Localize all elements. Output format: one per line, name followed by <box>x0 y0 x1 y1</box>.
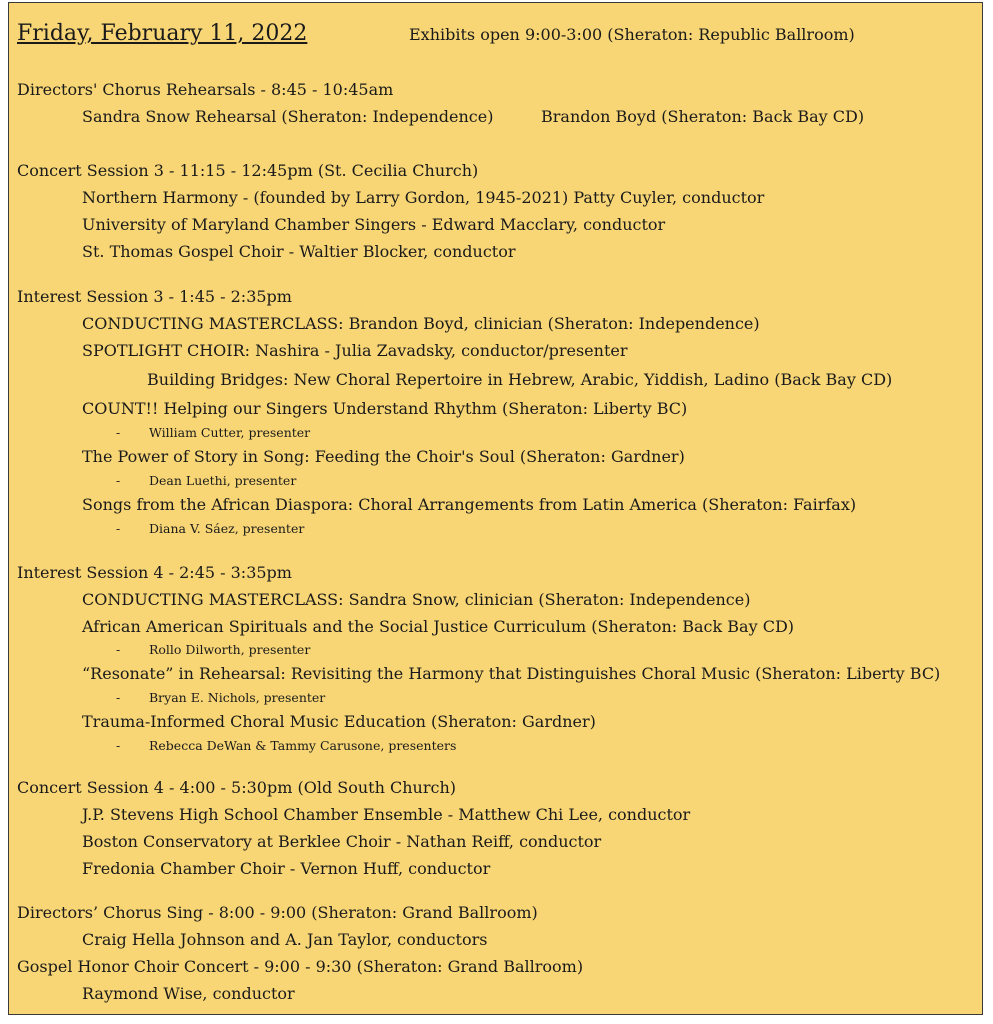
concert3-item: St. Thomas Gospel Choir - Waltier Blocker, conductor <box>82 242 516 261</box>
bullet-dash: - <box>116 738 121 753</box>
interest-session-3-heading: Interest Session 3 - 1:45 - 2:35pm <box>17 287 292 306</box>
concert4-item: Boston Conservatory at Berklee Choir - Nathan Reiff, conductor <box>82 832 602 851</box>
bullet-dash: - <box>116 690 121 705</box>
concert-session-4-heading: Concert Session 4 - 4:00 - 5:30pm (Old South Church) <box>17 778 456 797</box>
interest3-building-bridges: Building Bridges: New Choral Repertoire in Hebrew, Arabic, Yiddish, Ladino (Back Bay CD) <box>147 370 893 389</box>
presenter-name: Diana V. Sáez, presenter <box>149 521 305 536</box>
concert4-item: J.P. Stevens High School Chamber Ensemble - Matthew Chi Lee, conductor <box>82 805 691 824</box>
interest3-spotlight: SPOTLIGHT CHOIR: Nashira - Julia Zavadsky, conductor/presenter <box>82 341 628 360</box>
exhibits-note: Exhibits open 9:00-3:00 (Sheraton: Republic Ballroom) <box>409 25 855 44</box>
presenter-name: Dean Luethi, presenter <box>149 473 297 488</box>
count-presenter <box>116 425 310 441</box>
sing-conductors: Craig Hella Johnson and A. Jan Taylor, conductors <box>82 930 488 949</box>
rehearsal-sandra-snow: Sandra Snow Rehearsal (Sheraton: Independence) <box>82 107 494 126</box>
directors-rehearsals-heading: Directors' Chorus Rehearsals - 8:45 - 10:45am <box>17 80 394 99</box>
concert3-item: Northern Harmony - (founded by Larry Gordon, 1945-2021) Patty Cuyler, conductor <box>82 188 765 207</box>
concert4-item: Fredonia Chamber Choir - Vernon Huff, conductor <box>82 859 491 878</box>
page-title: Friday, February 11, 2022 <box>17 21 308 46</box>
resonate-presenter <box>116 690 325 706</box>
concert-session-3-heading: Concert Session 3 - 11:15 - 12:45pm (St. Cecilia Church) <box>17 161 479 180</box>
interest4-conducting: CONDUCTING MASTERCLASS: Sandra Snow, clinician (Sheraton: Independence) <box>82 590 751 609</box>
bullet-dash: - <box>116 425 121 440</box>
gospel-honor-choir-heading: Gospel Honor Choir Concert - 9:00 - 9:30 (Sheraton: Grand Ballroom) <box>17 957 584 976</box>
bullet-dash: - <box>116 521 121 536</box>
interest-session-4-heading: Interest Session 4 - 2:45 - 3:35pm <box>17 563 292 582</box>
interest3-songs: Songs from the African Diaspora: Choral Arrangements from Latin America (Sheraton: Fairfax) <box>82 495 857 514</box>
gospel-conductor: Raymond Wise, conductor <box>82 984 295 1003</box>
presenter-name: Rebecca DeWan & Tammy Carusone, presenters <box>149 738 457 753</box>
interest4-spirituals: African American Spirituals and the Social Justice Curriculum (Sheraton: Back Bay CD) <box>82 617 795 636</box>
interest4-resonate: “Resonate” in Rehearsal: Revisiting the Harmony that Distinguishes Choral Music (Sheraton: Liberty BC) <box>82 664 941 683</box>
presenter-name: Bryan E. Nichols, presenter <box>149 690 326 705</box>
songs-presenter <box>116 521 304 537</box>
concert3-item: University of Maryland Chamber Singers - Edward Macclary, conductor <box>82 215 666 234</box>
directors-chorus-sing-heading: Directors’ Chorus Sing - 8:00 - 9:00 (Sheraton: Grand Ballroom) <box>17 903 538 922</box>
presenter-name: Rollo Dilworth, presenter <box>149 642 311 657</box>
bullet-dash: - <box>116 473 121 488</box>
spirituals-presenter <box>116 642 310 658</box>
interest4-trauma: Trauma-Informed Choral Music Education (Sheraton: Gardner) <box>82 712 596 731</box>
trauma-presenter <box>116 738 456 754</box>
interest3-conducting: CONDUCTING MASTERCLASS: Brandon Boyd, clinician (Sheraton: Independence) <box>82 314 760 333</box>
interest3-story: The Power of Story in Song: Feeding the Choir's Soul (Sheraton: Gardner) <box>82 447 685 466</box>
presenter-name: William Cutter, presenter <box>149 425 311 440</box>
bullet-dash: - <box>116 642 121 657</box>
interest3-count: COUNT!! Helping our Singers Understand Rhythm (Sheraton: Liberty BC) <box>82 399 688 418</box>
schedule-page <box>8 2 983 1015</box>
rehearsal-brandon-boyd: Brandon Boyd (Sheraton: Back Bay CD) <box>541 107 865 126</box>
story-presenter <box>116 473 296 489</box>
